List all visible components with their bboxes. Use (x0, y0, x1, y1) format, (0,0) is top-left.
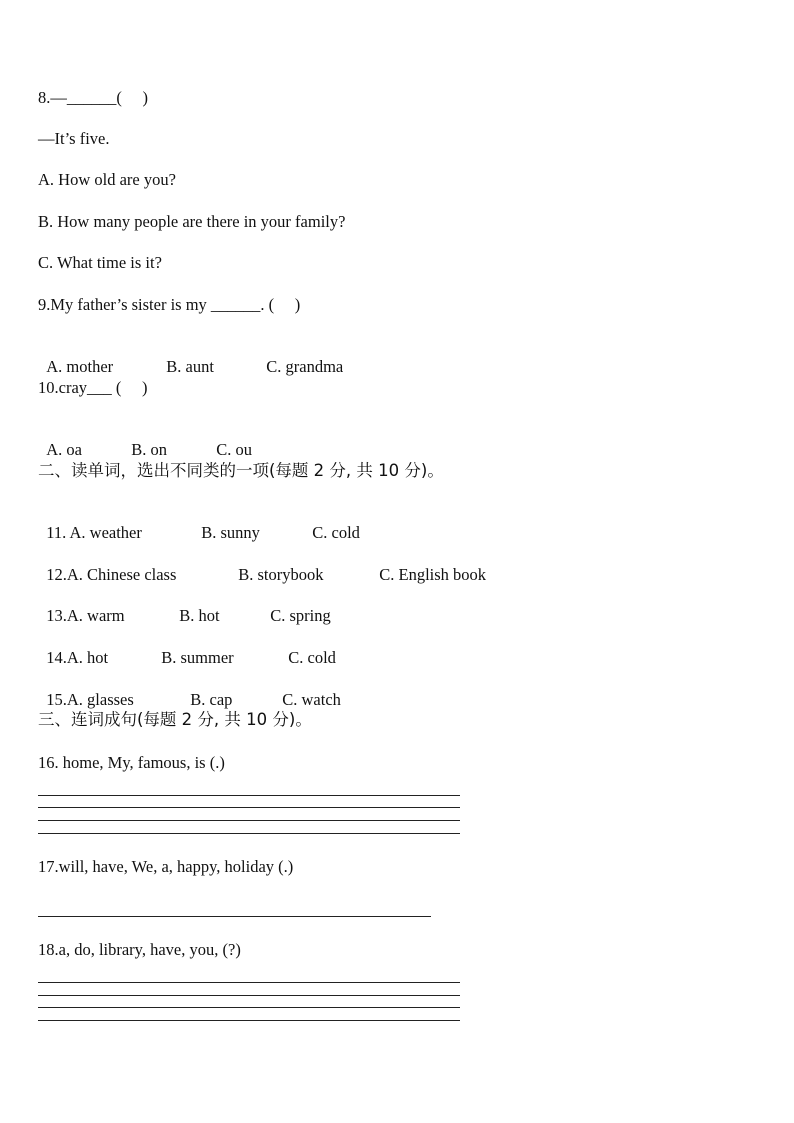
q8-option-b: B. How many people are there in your family? (38, 212, 346, 231)
q13-number: 13. (46, 606, 67, 625)
q15-number: 15. (46, 690, 67, 709)
q8-option-a: A. How old are you? (38, 170, 176, 189)
q9-option-a: A. mother (46, 357, 114, 376)
q9-option-b: B. aunt (166, 357, 214, 376)
q16-writing-line-3 (38, 820, 460, 821)
q10-stem: 10.cray___ ( ) (38, 378, 148, 397)
q8-stem: 8.—______( ) (38, 88, 148, 107)
q15-option-b: B. cap (190, 690, 233, 709)
q16-prompt: 16. home, My, famous, is (.) (38, 753, 225, 772)
q10-option-b: B. on (131, 440, 168, 459)
q9-stem: 9.My father’s sister is my ______. ( ) (38, 295, 301, 314)
q17-prompt: 17.will, have, We, a, happy, holiday (.) (38, 857, 294, 876)
q11-option-c: C. cold (312, 523, 360, 542)
section3-heading: 三、连词成句(每题 2 分, 共 10 分)。 (38, 710, 312, 729)
q9-option-c: C. grandma (266, 357, 344, 376)
q18-writing-line-3 (38, 1007, 460, 1008)
q10-option-a: A. oa (46, 440, 82, 459)
q14 (38, 628, 336, 668)
section2-heading: 二、读单词，选出不同类的一项(每题 2 分, 共 10 分)。 (38, 461, 444, 480)
q13-option-b: B. hot (179, 606, 220, 625)
q12 (38, 545, 486, 585)
q12-option-a: A. Chinese class (66, 565, 177, 584)
q8-option-c: C. What time is it? (38, 253, 162, 272)
q8-answer-line: —It’s five. (38, 129, 110, 148)
q18-writing-line-2 (38, 995, 460, 996)
q11-option-a: A. weather (69, 523, 142, 542)
q12-number: 12. (46, 565, 67, 584)
q16-writing-line-1 (38, 795, 460, 796)
q15-option-a: A. glasses (66, 690, 134, 709)
q16-writing-line-4 (38, 833, 460, 834)
q12-option-c: C. English book (379, 565, 487, 584)
q11-option-b: B. sunny (201, 523, 260, 542)
q15 (38, 670, 341, 710)
q16-writing-line-2 (38, 807, 460, 808)
q15-option-c: C. watch (282, 690, 341, 709)
q14-number: 14. (46, 648, 67, 667)
q13 (38, 586, 331, 626)
q9-options (38, 337, 343, 377)
q10-options (38, 420, 252, 460)
q18-writing-line-4 (38, 1020, 460, 1021)
q13-option-a: A. warm (66, 606, 125, 625)
q11 (38, 503, 360, 543)
q13-option-c: C. spring (270, 606, 331, 625)
q12-option-b: B. storybook (238, 565, 324, 584)
q14-option-b: B. summer (161, 648, 234, 667)
q18-writing-line-1 (38, 982, 460, 983)
q17-answer-line (38, 916, 431, 917)
q11-number: 11. (46, 523, 70, 542)
q18-prompt: 18.a, do, library, have, you, (?) (38, 940, 241, 959)
q14-option-c: C. cold (288, 648, 336, 667)
q14-option-a: A. hot (66, 648, 109, 667)
q10-option-c: C. ou (216, 440, 253, 459)
